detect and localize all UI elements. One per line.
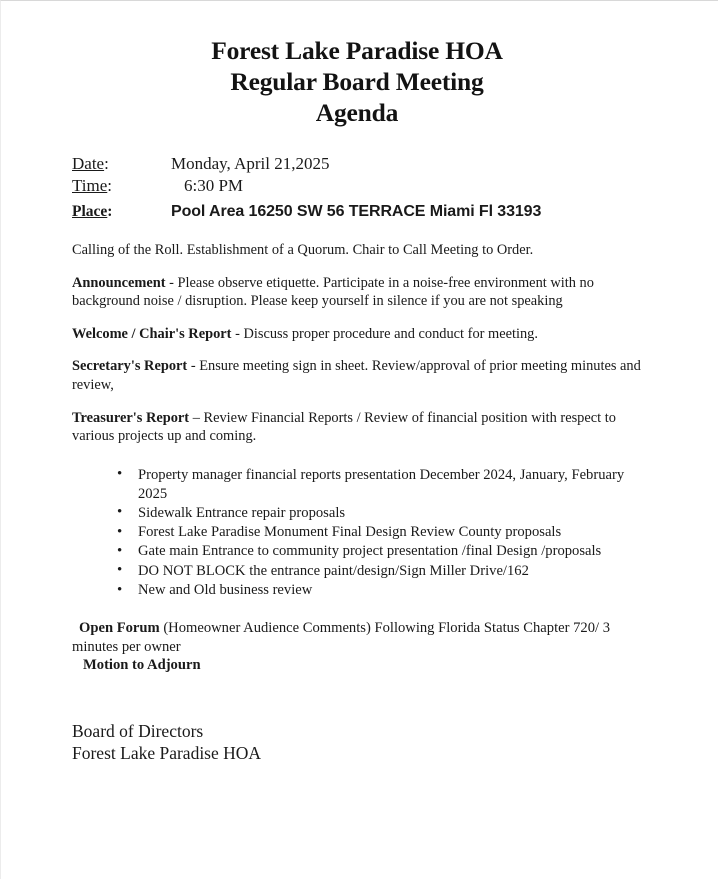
place-label (72, 199, 171, 224)
section-welcome-heading: Welcome / Chair's Report (72, 325, 232, 342)
open-forum-heading: Open Forum (79, 619, 160, 636)
roll-call-paragraph: Calling of the Roll. Establishment of a Quorum. Chair to Call Meeting to Order. (72, 242, 534, 258)
list-item: • New and Old business review (117, 581, 654, 600)
section-announcement-separator: - (165, 274, 178, 291)
section-treasurer-separator: – (189, 409, 204, 426)
time-label (72, 175, 171, 197)
date-value: Monday, April 21,2025 (171, 154, 330, 173)
title-line-3: Agenda (315, 98, 399, 127)
section-secretary-separator: - (187, 358, 200, 375)
section-treasurer-body: Review Financial Reports / Review of financial position with respect to various projects up and coming. (72, 409, 616, 445)
title-line-1: Forest Lake Paradise HOA (211, 36, 503, 65)
list-item: • Gate main Entrance to community project presentation /final Design /proposals (117, 542, 654, 561)
section-secretary-heading: Secretary's Report (72, 358, 188, 375)
open-forum-indent (72, 620, 160, 636)
section-welcome-chair-report (72, 325, 654, 344)
section-announcement-heading: Announcement (72, 274, 166, 291)
place-label-text: Place (72, 203, 108, 220)
list-item: • Forest Lake Paradise Monument Final Design Review County proposals (117, 523, 654, 542)
section-welcome-separator: - (231, 325, 244, 342)
date-label (72, 153, 171, 175)
document-body (72, 1, 654, 764)
signature-line-2: Forest Lake Paradise HOA (72, 743, 262, 764)
motion-to-adjourn: Motion to Adjourn (83, 657, 201, 674)
place-value: Pool Area 16250 SW 56 TERRACE Miami Fl 33193 (171, 203, 542, 220)
signature-line-1: Board of Directors (72, 721, 204, 742)
list-item: • DO NOT BLOCK the entrance paint/design/Sign Miller Drive/162 (117, 562, 654, 581)
place-colon: : (107, 203, 113, 220)
list-item: • Sidewalk Entrance repair proposals (117, 504, 654, 523)
time-colon: : (107, 176, 113, 195)
title-line-2: Regular Board Meeting (230, 67, 484, 96)
section-treasurer-heading: Treasurer's Report (72, 409, 190, 426)
date-colon: : (104, 154, 109, 173)
agenda-item-list (72, 466, 654, 600)
section-announcement (72, 274, 654, 311)
meeting-place-row (72, 199, 654, 224)
section-treasurer-report (72, 409, 654, 446)
meeting-details (72, 153, 654, 224)
time-label-text: Time (72, 176, 108, 195)
date-label-text: Date (72, 154, 105, 173)
section-announcement-body: Please observe etiquette. Participate in a noise-free environment with no background noise / disruption. Please keep yourself in silence if you are not speaking (72, 274, 594, 310)
section-secretary-body: Ensure meeting sign in sheet. Review/approval of prior meeting minutes and review, (72, 358, 641, 393)
time-value: 6:30 PM (184, 176, 244, 195)
list-item: • Property manager financial reports presentation December 2024, January, February 2025 (117, 466, 654, 504)
open-forum-body: (Homeowner Audience Comments) Following Florida Status Chapter 720/ 3 minutes per owner (72, 619, 610, 655)
meeting-date-row (72, 153, 654, 175)
section-welcome-body: Discuss proper procedure and conduct for meeting. (243, 325, 538, 342)
meeting-time-row (72, 175, 654, 197)
open-forum-paragraph (72, 619, 654, 657)
signature-block (72, 720, 654, 764)
section-secretary-report (72, 357, 654, 394)
document-title (66, 1, 648, 128)
